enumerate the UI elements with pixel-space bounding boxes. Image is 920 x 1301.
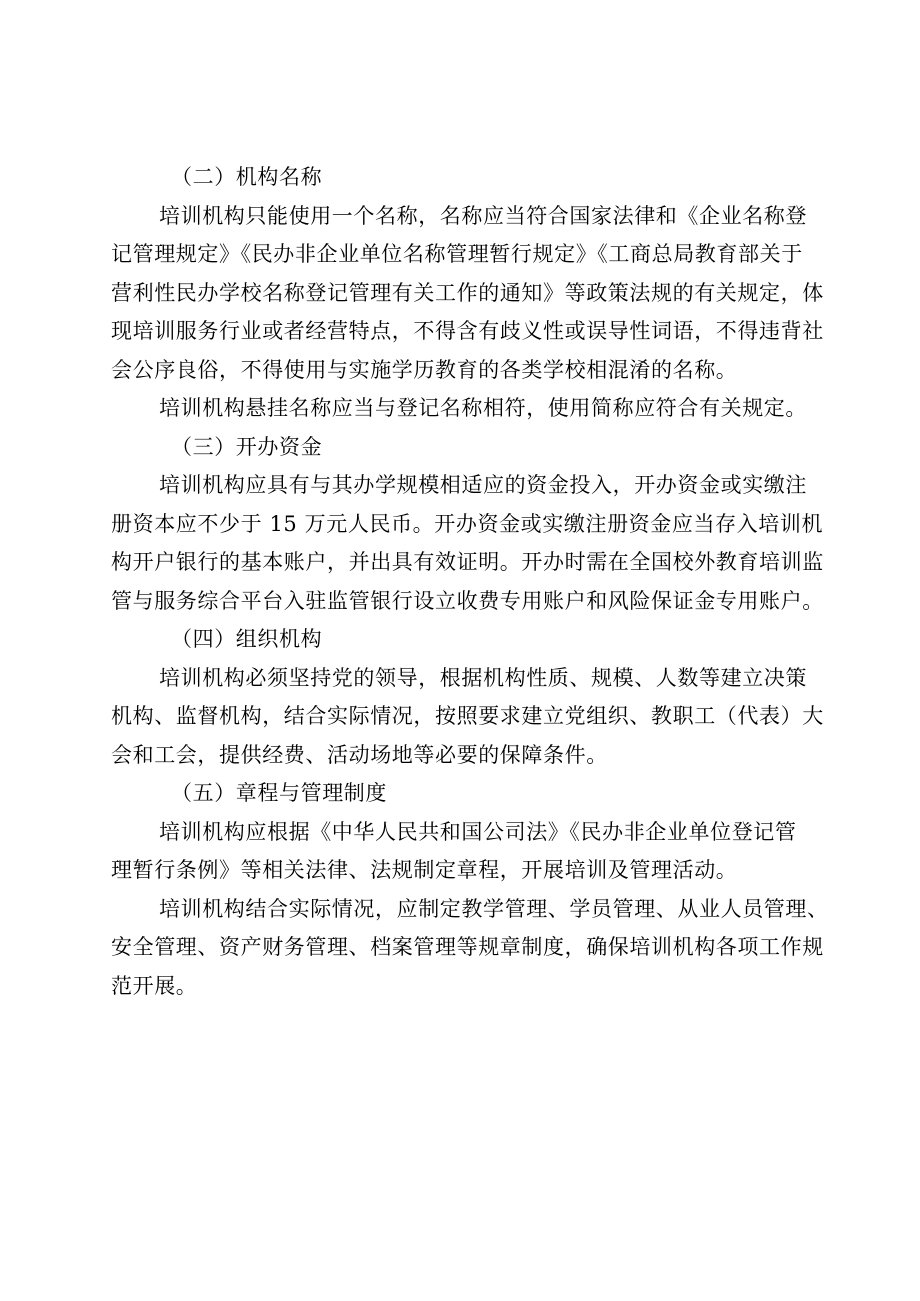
section-heading: （二）机构名称 [171,165,323,189]
paragraph-line: 培训机构应具有与其办学规模相适应的资金投入，开办资金或实缴注 [159,473,807,497]
paragraph-line: 培训机构必须坚持党的领导，根据机构性质、规模、人数等建立决策 [159,665,807,690]
section-heading: （四）组织机构 [171,627,323,651]
paragraph-line: 安全管理、资产财务管理、档案管理等规章制度，确保培训机构各项工作规 [111,935,824,959]
section-heading: （三）开办资金 [171,434,323,459]
paragraph-line: 册资本应不少于 15 万元人民币。开办资金或实缴注册资金应当存入培训机 [111,511,824,536]
paragraph-line: 理暂行条例》等相关法律、法规制定章程，开展培训及管理活动。 [111,858,738,882]
paragraph-line: 营利性民办学校名称登记管理有关工作的通知》等政策法规的有关规定，体 [111,280,824,305]
document-page [111,158,829,1005]
paragraph-line: 培训机构结合实际情况，应制定教学管理、学员管理、从业人员管理、 [159,896,829,921]
paragraph-line: 范开展。 [111,973,198,998]
paragraph-line: 培训机构只能使用一个名称，名称应当符合国家法律和《企业名称登 [159,203,807,228]
paragraph-line: 构开户银行的基本账户，并出具有效证明。开办时需在全国校外教育培训监 [111,550,824,574]
paragraph-line: 现培训服务行业或者经营特点，不得含有歧义性或误导性词语，不得违背社 [111,319,824,343]
paragraph-line: 会和工会，提供经费、活动场地等必要的保障条件。 [111,742,608,767]
paragraph-line: 管与服务综合平台入驻监管银行设立收费专用账户和风险保证金专用账户。 [111,588,824,613]
paragraph-line: 会公序良俗，不得使用与实施学历教育的各类学校相混淆的名称。 [111,357,738,382]
paragraph-line: 培训机构应根据《中华人民共和国公司法》《民办非企业单位登记管 [159,819,797,844]
paragraph-line: 记管理规定》《民办非企业单位名称管理暂行规定》《工商总局教育部关于 [111,242,803,266]
paragraph-line: 培训机构悬挂名称应当与登记名称相符，使用简称应符合有关规定。 [159,396,807,420]
section-heading: （五）章程与管理制度 [171,781,387,805]
paragraph-line: 机构、监督机构，结合实际情况，按照要求建立党组织、教职工（代表）大 [111,704,824,728]
